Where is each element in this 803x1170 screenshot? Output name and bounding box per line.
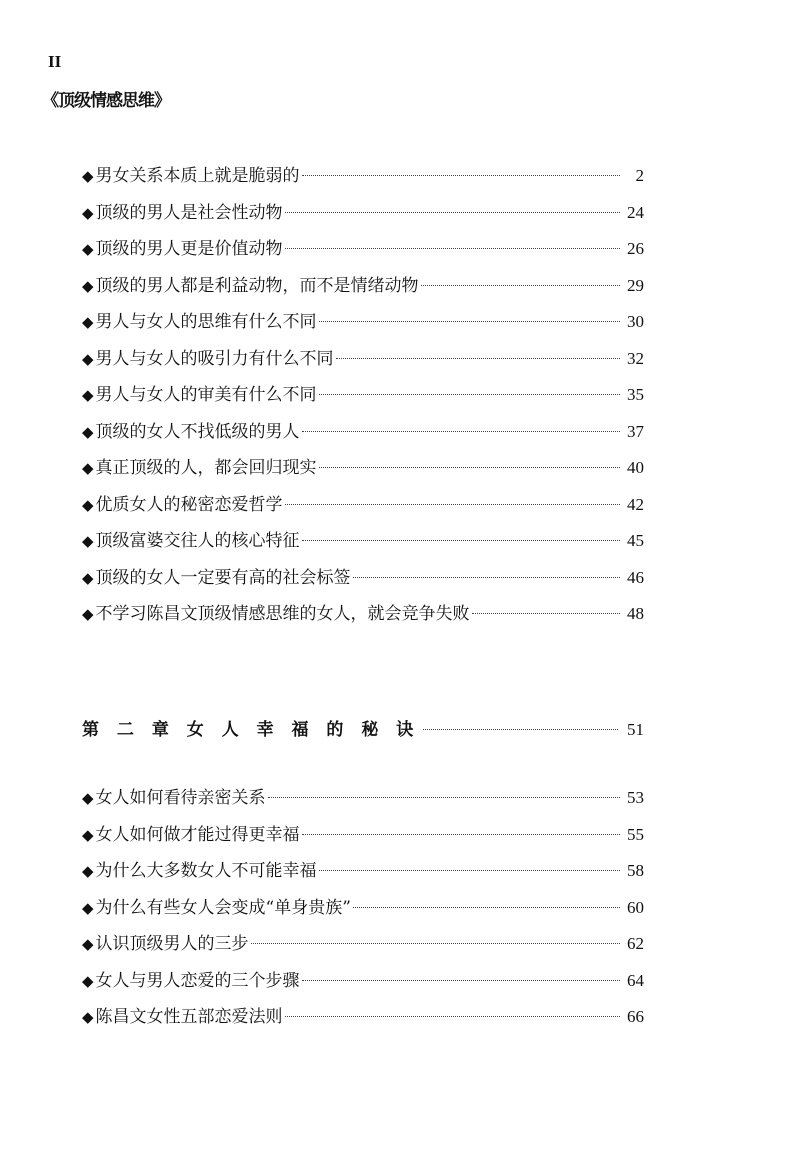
toc-entry[interactable] xyxy=(82,268,644,305)
toc-entry-title: 优质女人的秘密恋爱哲学 xyxy=(95,494,283,515)
diamond-bullet-icon: ◆ xyxy=(82,971,94,990)
diamond-bullet-icon: ◆ xyxy=(82,532,94,550)
toc-entry-page: 26 xyxy=(627,239,644,258)
toc-entry-title: 不学习陈昌文顶级情感思维的女人，就会竞争失败 xyxy=(95,604,470,624)
book-title: 《顶级情感思维》 xyxy=(42,91,170,111)
toc-entry[interactable] xyxy=(82,999,644,1036)
dot-leader xyxy=(336,358,620,359)
toc-entry-title: 为什么大多数女人不可能幸福 xyxy=(95,861,317,881)
toc-entry-page: 32 xyxy=(627,348,644,368)
toc-entry-page: 62 xyxy=(627,934,644,953)
toc-entry[interactable] xyxy=(82,523,644,560)
diamond-bullet-icon: ◆ xyxy=(82,495,94,514)
dot-leader xyxy=(285,1016,620,1017)
toc-entry[interactable] xyxy=(82,780,644,817)
diamond-bullet-icon: ◆ xyxy=(82,825,94,844)
toc-entry[interactable] xyxy=(82,158,644,195)
dot-leader xyxy=(319,321,620,322)
toc-entry-page: 58 xyxy=(627,861,644,880)
toc-entry[interactable] xyxy=(82,231,644,268)
toc-entry-page: 46 xyxy=(627,567,644,587)
toc-entry[interactable] xyxy=(82,487,644,524)
toc-entry-page: 40 xyxy=(627,458,644,477)
toc-entry-title: 顶级富婆交往人的核心特征 xyxy=(95,531,300,551)
toc-entry[interactable] xyxy=(82,414,644,451)
dot-leader xyxy=(285,212,620,213)
toc-entry-title: 男人与女人的审美有什么不同 xyxy=(95,385,317,405)
toc-entry-title: 顶级的女人不找低级的男人 xyxy=(95,421,300,442)
toc-entry[interactable] xyxy=(82,890,644,927)
page-number: II xyxy=(48,52,62,71)
diamond-bullet-icon: ◆ xyxy=(82,240,94,258)
toc-entry[interactable] xyxy=(82,560,644,597)
toc-entry-page: 37 xyxy=(627,421,644,441)
toc-entry-page: 66 xyxy=(627,1007,644,1026)
diamond-bullet-icon: ◆ xyxy=(82,605,94,623)
dot-leader xyxy=(319,394,620,395)
toc-entry-page: 55 xyxy=(627,824,644,844)
dot-leader xyxy=(302,175,620,176)
toc-entry-page: 30 xyxy=(627,312,644,331)
dot-leader xyxy=(472,613,620,614)
dot-leader xyxy=(319,467,620,468)
chapter-heading-row[interactable] xyxy=(82,712,644,748)
dot-leader xyxy=(302,834,620,835)
dot-leader xyxy=(302,980,620,981)
toc-entry-page: 2 xyxy=(635,166,644,185)
chapter-page-number: 51 xyxy=(627,720,644,739)
diamond-bullet-icon: ◆ xyxy=(82,935,94,953)
toc-entry-title: 真正顶级的人，都会回归现实 xyxy=(95,458,317,478)
toc-entry[interactable] xyxy=(82,450,644,487)
toc-entry-title: 认识顶级男人的三步 xyxy=(95,934,249,954)
toc-entry[interactable] xyxy=(82,926,644,963)
dot-leader xyxy=(251,943,620,944)
toc-entry-title: 陈昌文女性五部恋爱法则 xyxy=(95,1007,283,1027)
dot-leader xyxy=(302,540,620,541)
dot-leader xyxy=(421,285,620,286)
toc-entry-title: 女人与男人恋爱的三个步骤 xyxy=(95,970,300,991)
toc-entry-page: 24 xyxy=(627,202,644,222)
diamond-bullet-icon: ◆ xyxy=(82,1008,94,1026)
toc-entry-page: 29 xyxy=(627,275,644,295)
dot-leader xyxy=(285,504,620,505)
diamond-bullet-icon: ◆ xyxy=(82,789,94,807)
toc-section-2 xyxy=(82,780,644,1036)
dot-leader xyxy=(268,797,620,798)
diamond-bullet-icon: ◆ xyxy=(82,167,94,185)
toc-entry-page: 35 xyxy=(627,385,644,404)
toc-entry-page: 60 xyxy=(627,897,644,917)
toc-entry[interactable] xyxy=(82,341,644,378)
dot-leader xyxy=(353,577,620,578)
chapter-heading: 第 二 章 女 人 幸 福 的 秘 诀 xyxy=(82,720,420,740)
toc-entry-title: 为什么有些女人会变成“单身贵族” xyxy=(95,897,351,918)
toc-entry-title: 顶级的女人一定要有高的社会标签 xyxy=(95,567,351,588)
diamond-bullet-icon: ◆ xyxy=(82,203,94,222)
dot-leader xyxy=(302,431,620,432)
diamond-bullet-icon: ◆ xyxy=(82,313,94,331)
toc-entry[interactable] xyxy=(82,304,644,341)
toc-section-1 xyxy=(82,158,644,633)
diamond-bullet-icon: ◆ xyxy=(82,459,94,477)
toc-entry-title: 女人如何看待亲密关系 xyxy=(95,788,266,808)
toc-entry-title: 顶级的男人是社会性动物 xyxy=(95,202,283,223)
toc-entry-page: 42 xyxy=(627,494,644,514)
dot-leader xyxy=(423,729,618,730)
diamond-bullet-icon: ◆ xyxy=(82,386,94,404)
diamond-bullet-icon: ◆ xyxy=(82,862,94,880)
toc-entry[interactable] xyxy=(82,817,644,854)
diamond-bullet-icon: ◆ xyxy=(82,568,94,587)
toc-entry-page: 64 xyxy=(627,970,644,990)
toc-entry-page: 45 xyxy=(627,531,644,550)
dot-leader xyxy=(353,907,620,908)
dot-leader xyxy=(319,870,620,871)
toc-entry[interactable] xyxy=(82,596,644,633)
toc-entry-page: 48 xyxy=(627,604,644,623)
diamond-bullet-icon: ◆ xyxy=(82,349,94,368)
toc-entry[interactable] xyxy=(82,853,644,890)
toc-entry-title: 男女关系本质上就是脆弱的 xyxy=(95,166,300,186)
toc-entry[interactable] xyxy=(82,963,644,1000)
toc-entry-title: 男人与女人的思维有什么不同 xyxy=(95,312,317,332)
dot-leader xyxy=(285,248,620,249)
toc-entry[interactable] xyxy=(82,377,644,414)
toc-entry-title: 男人与女人的吸引力有什么不同 xyxy=(95,348,334,369)
toc-entry-title: 女人如何做才能过得更幸福 xyxy=(95,824,300,845)
toc-entry-page: 53 xyxy=(627,788,644,807)
toc-entry-title: 顶级的男人都是利益动物，而不是情绪动物 xyxy=(95,275,419,296)
diamond-bullet-icon: ◆ xyxy=(82,276,94,295)
toc-entry[interactable] xyxy=(82,195,644,232)
diamond-bullet-icon: ◆ xyxy=(82,422,94,441)
toc-entry-title: 顶级的男人更是价值动物 xyxy=(95,239,283,259)
diamond-bullet-icon: ◆ xyxy=(82,898,94,917)
